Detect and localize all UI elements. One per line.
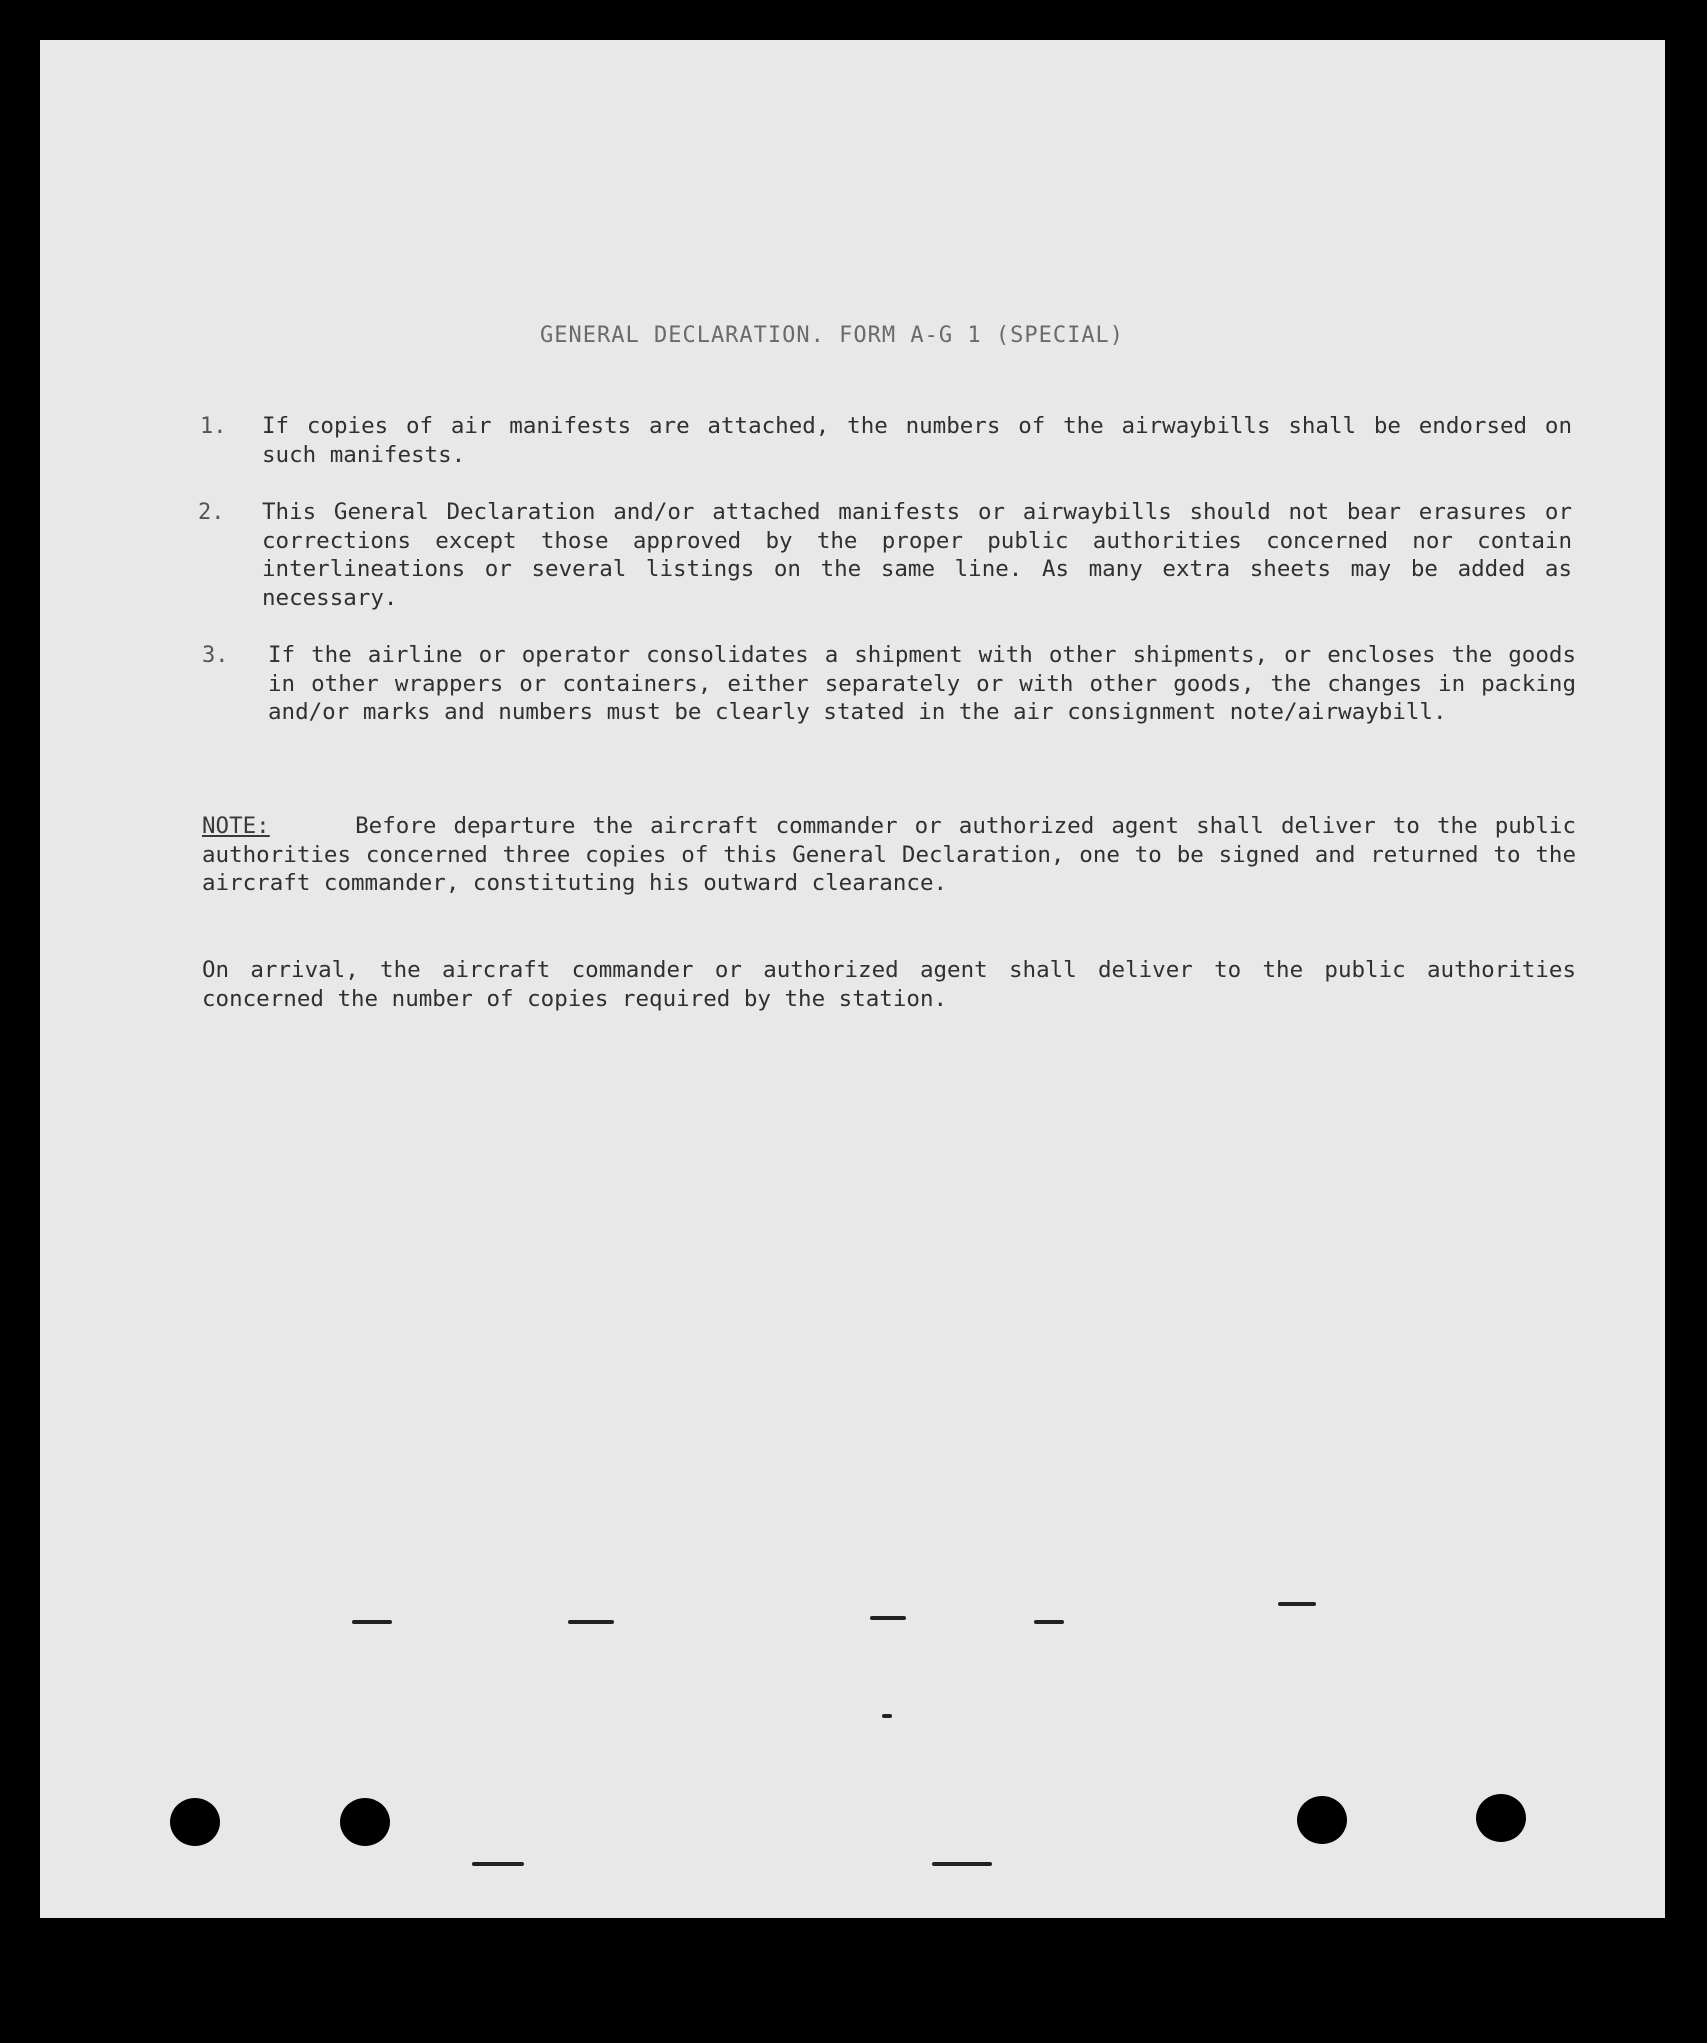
item-text: This General Declaration and/or attached manifests or airwaybills should not bear erasures or corrections except those approved by the proper public authorities concerned nor contain interlineations or several listings on the same line. As many extra sheets may be added as necessary. (262, 499, 1572, 611)
item-text: If the airline or operator consolidates a shipment with other shipments, or encloses the goods in other wrappers or containers, either separately or with other goods, the changes in packing and/or marks and numbers must be clearly stated in the air consignment note/airwaybill. (268, 642, 1576, 726)
item-number: 2. (198, 500, 225, 525)
note-paragraph (202, 812, 1576, 898)
document-title: GENERAL DECLARATION. FORM A-G 1 (SPECIAL) (540, 323, 1125, 348)
arrival-paragraph: On arrival, the aircraft commander or authorized agent shall deliver to the public authorities concerned the number of copies required by the station. (202, 957, 1576, 1012)
note-label: NOTE: (202, 813, 270, 839)
item-number: 1. (200, 414, 227, 439)
item-text: If copies of air manifests are attached, the numbers of the airwaybills shall be endorsed on such manifests. (262, 413, 1572, 468)
note-text: Before departure the aircraft commander or authorized agent shall deliver to the public authorities concerned three copies of this General Declaration, one to be signed and returned to the aircraft commander, constituting his outward clearance. (202, 813, 1577, 897)
item-number: 3. (202, 643, 229, 668)
document-page (40, 40, 1665, 1918)
